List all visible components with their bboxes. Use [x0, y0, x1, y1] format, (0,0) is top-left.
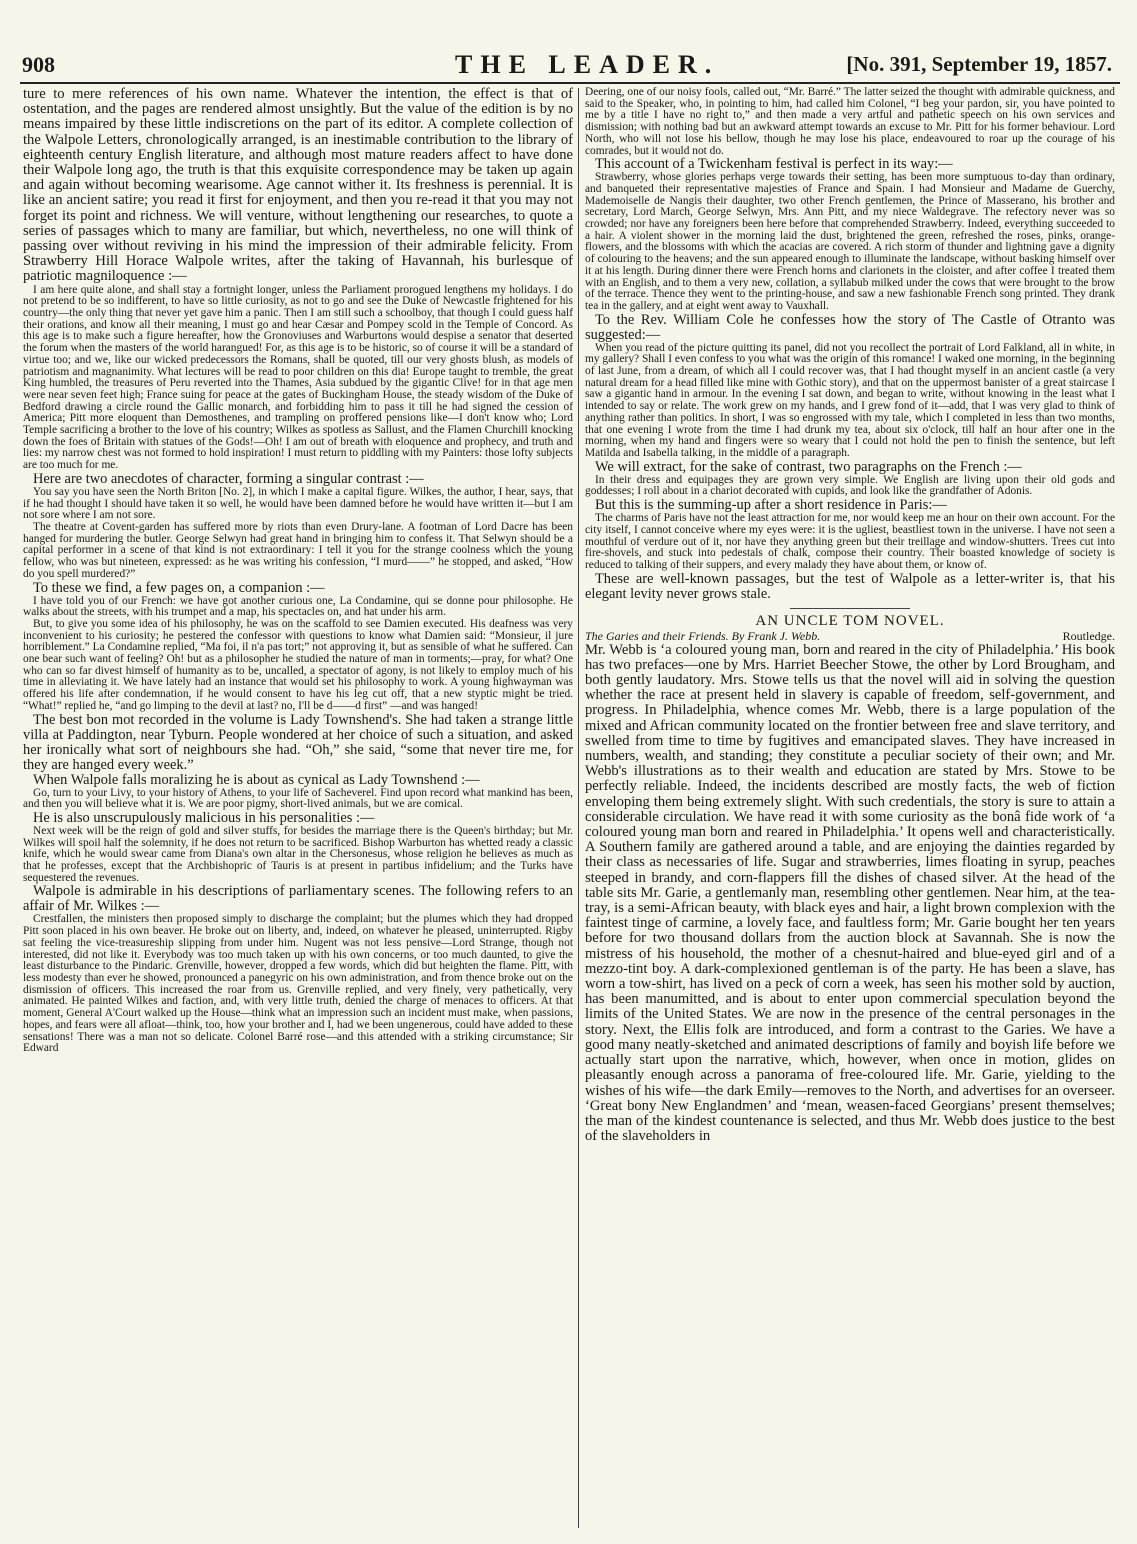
article-paragraph: But this is the summing-up after a short residence in Paris:— [595, 497, 947, 514]
quoted-letter: Strawberry, whose glories perhaps verge towards their setting, has been more sumptuous to-day than ordinary, and banqueted their representative majesties of France and Spain. I had Monsieur and Madame de Guerchy, Mademoiselle de Nangis their daughter, two other French gentlemen, the Prince of Masserano, his brother and secretary, Lord March, George Selwyn, Mrs. Ann Pitt, and my niece Waldegrave. The refectory never was so crowded; nor have any foreigners been here before that comprehended Strawberry. Indeed, everything succeeded to a hair. A violent shower in the morning laid the dust, brightened the green, refreshed the roses, pinks, orange-flowers, and the blossoms with which the acacias are covered. A rich storm of thunder and lightning gave a dignity of colouring to the heavens; and the sun appeared enough to illuminate the landscape, without basking himself over it at his length. During dinner there were French horns and clarionets in the cloister, and after coffee I treated them with an English, and to them a very new, collation, a syllabub milked under the cows that were brought to the brow of the terrace. Thence they went to the printing-house, and saw a new fashionable French song printed. They drank tea in the gallery, and at eight went away to Vauxhall. [585, 171, 1115, 312]
section-rule [790, 608, 910, 609]
newspaper-title: THE LEADER. [455, 50, 720, 79]
article-paragraph: Walpole is admirable in his descriptions of parliamentary scenes. The following refers to an affair of Mr. Wilkes :— [23, 883, 573, 915]
column-divider [578, 88, 579, 1528]
article-paragraph: Here are two anecdotes of character, forming a singular contrast :— [33, 470, 424, 487]
book-citation: The Garies and their Friends. By Frank J. Webb. [585, 628, 821, 643]
masthead-rule [20, 82, 1120, 84]
quoted-letter: The theatre at Covent-garden has suffered more by riots than even Drury-lane. A footman of Lord Dacre has been hanged for murdering the butler. George Selwyn had great hand in bringing him to confess it. That Selwyn should be a capital performer in a scene of that kind is not extraordinary: I tell it you for the strange coolness which the young fellow, who was but nineteen, expressed: as he was writing his confession, “I murd——” he stopped, and asked, “How do you spell murdered?” [23, 521, 573, 580]
article-paragraph: To these we find, a few pages on, a companion :— [33, 579, 325, 596]
quoted-letter: When you read of the picture quitting its panel, did not you recollect the portrait of Lord Falkland, all in white, in my gallery? Shall I even confess to you what was the origin of this romance! I waked one morning, in the beginning of last June, from a dream, of which all I could recover was, that I had thought myself in an ancient castle (a very natural dream for a head filled like mine with Gothic story), and that on the uppermost banister of a great staircase I saw a gigantic hand in armour. In the evening I sat down, and began to write, without knowing in the least what I intended to say or relate. The work grew on my hands, and I grew fond of it—add, that I was very glad to think of anything rather than politics. In short, I was so engrossed with my tale, which I completed in less than two months, that one evening I wrote from the time I had drunk my tea, about six o'clock, till half an hour after one in the morning, when my hand and fingers were so weary that I could not hold the pen to finish the sentence, but left Matilda and Isabella talking, in the middle of a paragraph. [585, 341, 1115, 459]
quoted-letter: Go, turn to your Livy, to your history of Athens, to your life of Sacheverel. Find upon record what mankind has been, and then you will believe what it is. We are poor pigmy, short-lived animals, but we are comical. [23, 786, 573, 811]
article-paragraph: The best bon mot recorded in the volume is Lady Townshend's. She had taken a strange little villa at Paddington, near Tyburn. People wondered at her choice of such a situation, and asked her ironically what sort of neighbours she had. “Oh,” she said, “some that never tire me, for they are hanged every week.” [23, 711, 573, 773]
article-paragraph: These are well-known passages, but the test of Walpole as a letter-writer is, that his elegant levity never grows stale. [585, 570, 1115, 602]
masthead [0, 52, 1137, 82]
article-paragraph: ture to mere references of his own name. Whatever the intention, the effect is that of ostentation, and the pages are rendered almost unsightly. But the value of the edition is by no means impaired by these little indiscretions on the part of its editor. A complete collection of the Walpole Letters, chronologically arranged, is an inestimable contribution to the library of eighteenth century English literature, and although most mature readers affect to have done their Walpole long ago, the truth is that this exquisite correspondence may be taken up again and again without becoming wearisome. Age cannot wither it. Its freshness is perennial. It is like an ancient satire; you read it first for enjoyment, and then you re-read it that you may not forget its point and richness. We will venture, without lengthening our researches, to quote a series of passages which to many are familiar, but which, nevertheless, no one will think of passing over without reviving in his mind the impression of their admirable felicity. From Strawberry Hill Horace Walpole writes, after the taking of Havannah, his burlesque of patriotic magniloquence :— [23, 87, 573, 285]
quoted-letter: Crestfallen, the ministers then proposed simply to discharge the complaint; but the plumes which they had dropped Pitt soon placed in his own beaver. He broke out on liberty, and, indeed, on whatever he pleased, uninterrupted. Rigby sat feeling the vice-treasureship slipping from under him. Nugent was not less pensive—Lord Strange, though not interested, did not like it. Everybody was too much taken up with his own concerns, or too much daunted, to give the least disturbance to the Pindaric. Grenville, however, dropped a few words, which did but heighten the flame. Pitt, with less modesty than ever he showed, pronounced a panegyric on his own administration, and from thence broke out on the dismission of officers. This increased the roar from us. Grenville replied, and very finely, very pathetically, very animated. He painted Wilkes and faction, and, with very little truth, denied the charge of menaces to officers. At that moment, General A'Court walked up the House—think what an impression such an incident must make, when passions, hopes, and fears were all afloat—think, too, how your brother and I, had we been ungenerous, could have added to these sensations! There was a man not so delicate. Colonel Barré rose—and this attended with a striking circumstance; Sir Edward [23, 913, 573, 1055]
article-paragraph: This account of a Twickenham festival is perfect in its way:— [595, 156, 953, 173]
quoted-letter: In their dress and equipages they are grown very simple. We English are living upon their old gods and goddesses; I roll about in a chariot decorated with cupids, and look like the grandfather of Adonis. [585, 473, 1115, 498]
page-number: 908 [22, 52, 55, 77]
review-paragraph: Mr. Webb is ‘a coloured young man, born and reared in the city of Philadelphia.’ His book has two prefaces—one by Mrs. Harriet Beecher Stowe, the other by Lord Brougham, and both gently laudatory. Mrs. Stowe tells us that the novel will aid in solving the question whether the race at present held in slavery is capable of freedom, self-government, and progress. In Philadelphia, whence comes Mr. Webb, there is a large population of the mixed and African community located on the frontier between free and slave territory, and swelled from time to time by fugitives and emancipated slaves. They have increased in numbers, wealth, and standing; they constitute a peculiar society of their own; and Mr. Webb's illustrations as to their wealth and education are stated by Mrs. Stowe to be perfectly reliable. Indeed, the incidents described are mostly facts, the web of fiction enveloping them being extremely slight. With such credentials, the story is sure to attain a considerable circulation. We have read it with some curiosity as the bonâ fide work of ‘a coloured young man born and reared in Philadelphia.’ It opens well and characteristically. A Southern family are gathered around a table, and are enjoying the dainties regarded by their class as necessaries of life. Sugar and strawberries, limes floating in syrup, peaches steeped in brandy, and corn-flappers fill the dishes of chased silver. At the head of the table sits Mr. Garie, a gentlemanly man, resembling other gentlemen. Near him, at the tea-tray, is a semi-African beauty, with black eyes and hair, a light brown complexion with the faintest tinge of carmine, a lovely face, and faultless form; Mr. Garie bought her ten years before for two thousand dollars from the auction block at Savannah. She is now the mistress of his household, the mother of a chesnut-haired and blue-eyed girl and of a mezzo-tint boy. A dark-complexioned gentleman is of the party. He has been a slave, has worn a tow-shirt, has lived on a peck of corn a week, has seen his mother sold by auction, has been manumitted, and is about to enter upon commercial speculation beyond the limits of the United States. We are now in the presence of the central personages in the story. Next, the Ellis folk are introduced, and form a contrast to the Garies. We have a good many neatly-sketched and animated descriptions of family and boyish life before we actually start upon the narrative, which, however, when once in motion, glides on pleasantly enough across a panorama of free-coloured life. Mr. Garie, yielding to the wishes of his wife—the dark Emily—removes to the North, and advertises for an overseer. ‘Great bony New Englandmen’ and ‘mean, weasen-faced Georgians’ present themselves; the man of the kindest countenance is selected, and thus Mr. Webb does justice to the best of the slaveholders in [585, 641, 1115, 1145]
article-paragraph: We will extract, for the sake of contrast, two paragraphs on the French :— [595, 458, 1022, 475]
quoted-letter: I have told you of our French: we have got another curious one, La Condamine, qui se donne pour philosophe. He walks about the streets, with his trumpet and a map, his spectacles on, and hat under his arm. [23, 594, 573, 619]
right-column [585, 87, 1115, 1527]
left-column [23, 87, 573, 1527]
review-heading: AN UNCLE TOM NOVEL. [755, 612, 945, 629]
publisher: Routledge. [1062, 628, 1115, 643]
quoted-letter: Deering, one of our noisy fools, called out, “Mr. Barré.” The latter seized the thought with admirable quickness, and said to the Speaker, who, in pointing to him, had called him Colonel, “I beg your pardon, sir, you have pointed to me by a title I have no right to,” and then made a very artful and pathetic speech on his own services and dismission; with nothing bad but an awkward attempt towards an excuse to Mr. Pitt for his former behaviour. Lord North, who will not lose his bellow, though he may lose his place, endeavoured to roar up the courage of his comrades, but it would not do. [585, 87, 1115, 157]
review-source-line [585, 630, 1115, 643]
quoted-letter: The charms of Paris have not the least attraction for me, nor would keep me an hour on their own account. For the city itself, I cannot conceive where my eyes were: it is the ugliest, beastliest town in the universe. I have not seen a mouthful of verdure out of it, nor have they anything green but their treillage and window-shutters. Trees cut into fire-shovels, and stuck into pedestals of chalk, compose their country. Their boasted knowledge of society is reduced to talking of their suppers, and every malady they have about them, or know of. [585, 512, 1115, 571]
quoted-letter: But, to give you some idea of his philosophy, he was on the scaffold to see Damien executed. His deafness was very inconvenient to his curiosity; he pestered the confessor with questions to know what Damien said: “Monsieur, il jure horriblement.” La Condamine replied, “Ma foi, il n'a pas tort;” not approving it, but as sensible of what he suffered. Can one bear such want of feeling? Oh! but as a philosopher he studied the nature of man in torments;—pray, for what? One who can so far divest himself of humanity as to be, uncalled, a spectator of agony, is not likely to employ much of his time in alleviating it. We have lately had an instance that would set his philosophy to work. A young highwayman was offered his life after condemnation, if he would consent to have his leg cut off, that a new styptic might be tried. “What!” replied he, “and go limping to the devil at last? no, I'll be d——d first” —and was hanged! [23, 617, 573, 712]
article-paragraph: To the Rev. William Cole he confesses how the story of The Castle of Otranto was suggested:— [585, 311, 1115, 343]
issue-date: [No. 391, September 19, 1857. [846, 52, 1112, 76]
quoted-letter: Next week will be the reign of gold and silver stuffs, for besides the marriage there is the Queen's birthday; but Mr. Wilkes will spoil half the solemnity, if he does not return to be sacrificed. Bishop Warburton has whetted ready a classic knife, which he would swear came from Diana's own altar in the Chersonesus, whose religion he believes as much as that he professes, except that the Archbishopric of Tauris is at present in partibus infidelium; and the Turks have sequestered the revenues. [23, 824, 573, 884]
article-paragraph: When Walpole falls moralizing he is about as cynical as Lady Townshend :— [33, 771, 480, 788]
quoted-letter: I am here quite alone, and shall stay a fortnight longer, unless the Parliament prorogued lengthens my holidays. I do not pretend to be so indifferent, to have so little curiosity, as not to go and see the Duke of Newcastle frightened for his country—the only thing that never yet gave him a panic. Then I am still such a schoolboy, that though I could guess half their orations, and know all their meaning, I must go and hear Cæsar and Pompey scold in the Temple of Concord. As this age is to make such a figure hereafter, how the Gronoviuses and Warburtons would despise a senator that deserted the forum when the masters of the world harangued! For, as this age is to be historic, so of course it will be a standard of virtue too; and we, like our wicked predecessors the Romans, shall be quoted, till our very ghosts blush, as models of patriotism and magnanimity. What lectures will be read to poor children on this dia! Europe taught to tremble, the great King humbled, the treasures of Peru reverted into the Thames, Asia subdued by the gigantic Clive! for in that age men were near seven feet high; France suing for peace at the gates of Buckingham House, the steady wisdom of the Duke of Bedford drawing a circle round the Gallic monarch, and forbidding him to pass it till he had signed the cession of America; Pitt more eloquent than Demosthenes, and trampling on proffered pensions like—I don't know who; Lord Temple sacrificing a brother to the love of his country; Wilkes as spotless as Sallust, and the Flamen Churchill knocking down the foes of Britain with statues of the Gods!—Oh! I am out of breath with eloquence and prophecy, and truth and lies: my narrow chest was not formed to hold inspiration! I must return to piddling with my Painters: those lofty subjects are too much for me. [23, 283, 573, 472]
quoted-letter: You say you have seen the North Briton [No. 2], in which I make a capital figure. Wilkes, the author, I hear, says, that if he had thought I should have taken it so well, he would have been damned before he would have written it—but I am not sore where I am not sore. [23, 485, 573, 522]
article-paragraph: He is also unscrupulously malicious in his personalities :— [33, 809, 375, 826]
